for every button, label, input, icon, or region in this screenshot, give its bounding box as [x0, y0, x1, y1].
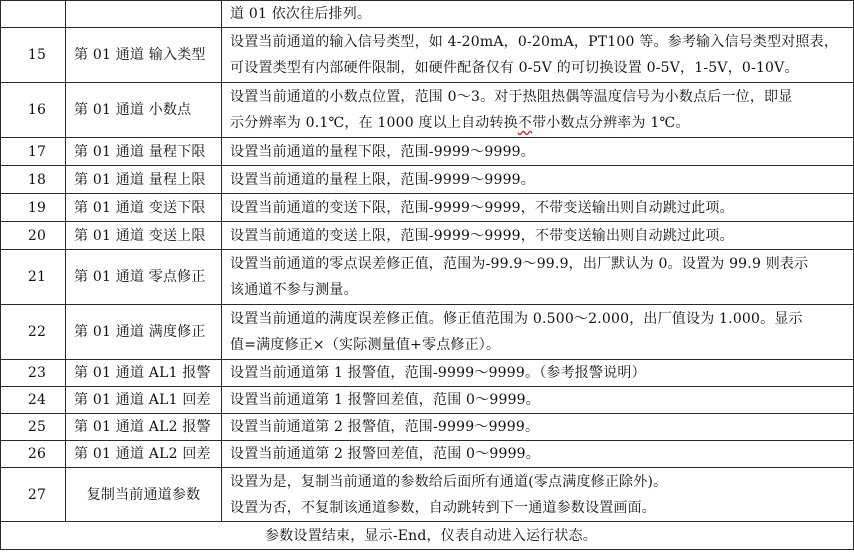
param-desc-cell — [222, 166, 854, 194]
desc-line: 可设置类型有内部硬件限制，如硬件配备仅有 0-5V 的可切换设置 0-5V，1-5V，0-10V。 — [230, 60, 799, 76]
table-row — [1, 468, 854, 522]
param-name-cell: 第 01 通道 AL1 回差 — [66, 387, 222, 414]
param-name-cell: 第 01 通道 变送上限 — [66, 222, 222, 250]
table-row — [1, 441, 854, 468]
row-number-cell: 17 — [1, 138, 66, 166]
desc-line: 设置当前通道第 2 报警值，范围-9999～9999。 — [230, 419, 540, 435]
param-name-cell: 第 01 通道 满度修正 — [66, 305, 222, 360]
desc-line: 设置当前通道的输入信号类型，如 4-20mA，0-20mA，PT100 等。参考输入信号类型对照表， — [230, 34, 839, 50]
row-number-cell: 25 — [1, 414, 66, 441]
param-desc-cell — [222, 222, 854, 250]
param-name-cell: 第 01 通道 AL2 回差 — [66, 441, 222, 468]
param-desc-cell — [222, 305, 854, 360]
spellcheck-underlined-text: 不 — [517, 115, 533, 131]
table-row — [1, 305, 854, 360]
table-row — [1, 138, 854, 166]
param-desc-cell — [222, 468, 854, 522]
param-desc-cell — [222, 414, 854, 441]
row-number-cell: 27 — [1, 468, 66, 522]
table-row — [1, 360, 854, 387]
param-name-cell: 第 01 通道 AL2 报警 — [66, 414, 222, 441]
desc-line: 设置为否，不复制该通道参数，自动跳转到下一通道参数设置画面。 — [230, 499, 656, 516]
table-row — [1, 250, 854, 305]
desc-line: 设置当前通道的零点误差修正值，范围为-99.9～99.9，出厂默认为 0。设置为 99.9 则表示 — [230, 256, 809, 272]
param-desc-cell — [222, 441, 854, 468]
param-desc-cell — [222, 250, 854, 305]
param-desc-cell — [222, 387, 854, 414]
table-row — [1, 222, 854, 250]
desc-text-segment: 带小数点分辨率为 1℃。 — [532, 115, 690, 131]
table-row-continuation — [1, 1, 854, 28]
row-number-cell: 20 — [1, 222, 66, 250]
desc-line: 设置当前通道第 2 报警回差值，范围 0～9999。 — [230, 446, 540, 462]
desc-line: 设置当前通道的满度误差修正值。修正值范围为 0.500～2.000，出厂值设为 1.000。显示 — [230, 311, 803, 327]
table-row — [1, 166, 854, 194]
table-row — [1, 83, 854, 138]
param-name-cell: 第 01 通道 小数点 — [66, 83, 222, 138]
desc-line: 设置当前通道的量程下限，范围-9999～9999。 — [230, 143, 535, 160]
param-desc-cell — [222, 28, 854, 83]
param-name-cell: 第 01 通道 量程下限 — [66, 138, 222, 166]
param-name-cell: 复制当前通道参数 — [66, 468, 222, 522]
table-footer-note: 参数设置结束，显示-End，仪表自动进入运行状态。 — [1, 522, 854, 550]
param-desc-cell — [222, 1, 854, 28]
row-number-cell — [1, 1, 66, 28]
table-row — [1, 387, 854, 414]
desc-line: 设置当前通道第 1 报警值，范围-9999～9999。（参考报警说明） — [230, 365, 646, 381]
param-name-cell: 第 01 通道 变送下限 — [66, 194, 222, 222]
desc-line: 设置为是，复制当前通道的参数给后面所有通道(零点满度修正除外)。 — [230, 473, 668, 490]
desc-line: 设置当前通道的小数点位置，范围 0～3。对于热阻热偶等温度信号为小数点后一位，即显 — [230, 89, 793, 105]
desc-line: 值=满度修正×（实际测量值+零点修正）。 — [230, 337, 501, 353]
row-number-cell: 21 — [1, 250, 66, 305]
row-number-cell: 15 — [1, 28, 66, 83]
param-name-cell: 第 01 通道 AL1 报警 — [66, 360, 222, 387]
param-desc-cell — [222, 194, 854, 222]
row-number-cell: 26 — [1, 441, 66, 468]
desc-line: 该通道不参与测量。 — [230, 282, 358, 298]
table-row — [1, 414, 854, 441]
row-number-cell: 18 — [1, 166, 66, 194]
desc-line: 设置当前通道的变送下限，范围-9999～9999，不带变送输出则自动跳过此项。 — [230, 199, 734, 216]
row-number-cell: 19 — [1, 194, 66, 222]
row-number-cell: 16 — [1, 83, 66, 138]
param-name-cell — [66, 1, 222, 28]
desc-line: 设置当前通道第 1 报警回差值，范围 0～9999。 — [230, 392, 540, 408]
row-number-cell: 22 — [1, 305, 66, 360]
row-number-cell: 23 — [1, 360, 66, 387]
desc-text-segment: 示分辨率为 0.1℃，在 1000 度以上自动转换 — [230, 115, 518, 131]
desc-line — [230, 110, 853, 136]
param-desc-cell — [222, 360, 854, 387]
param-desc-cell — [222, 83, 854, 138]
desc-line: 设置当前通道的量程上限，范围-9999～9999。 — [230, 171, 535, 188]
table-row — [1, 28, 854, 83]
param-name-cell: 第 01 通道 量程上限 — [66, 166, 222, 194]
param-desc-cell — [222, 138, 854, 166]
desc-line: 设置当前通道的变送上限，范围-9999～9999，不带变送输出则自动跳过此项。 — [230, 227, 734, 244]
table-row — [1, 194, 854, 222]
row-number-cell: 24 — [1, 387, 66, 414]
table-footer-row — [1, 522, 854, 550]
desc-line: 道 01 依次往后排列。 — [230, 6, 372, 22]
param-name-cell: 第 01 通道 零点修正 — [66, 250, 222, 305]
param-name-cell: 第 01 通道 输入类型 — [66, 28, 222, 83]
